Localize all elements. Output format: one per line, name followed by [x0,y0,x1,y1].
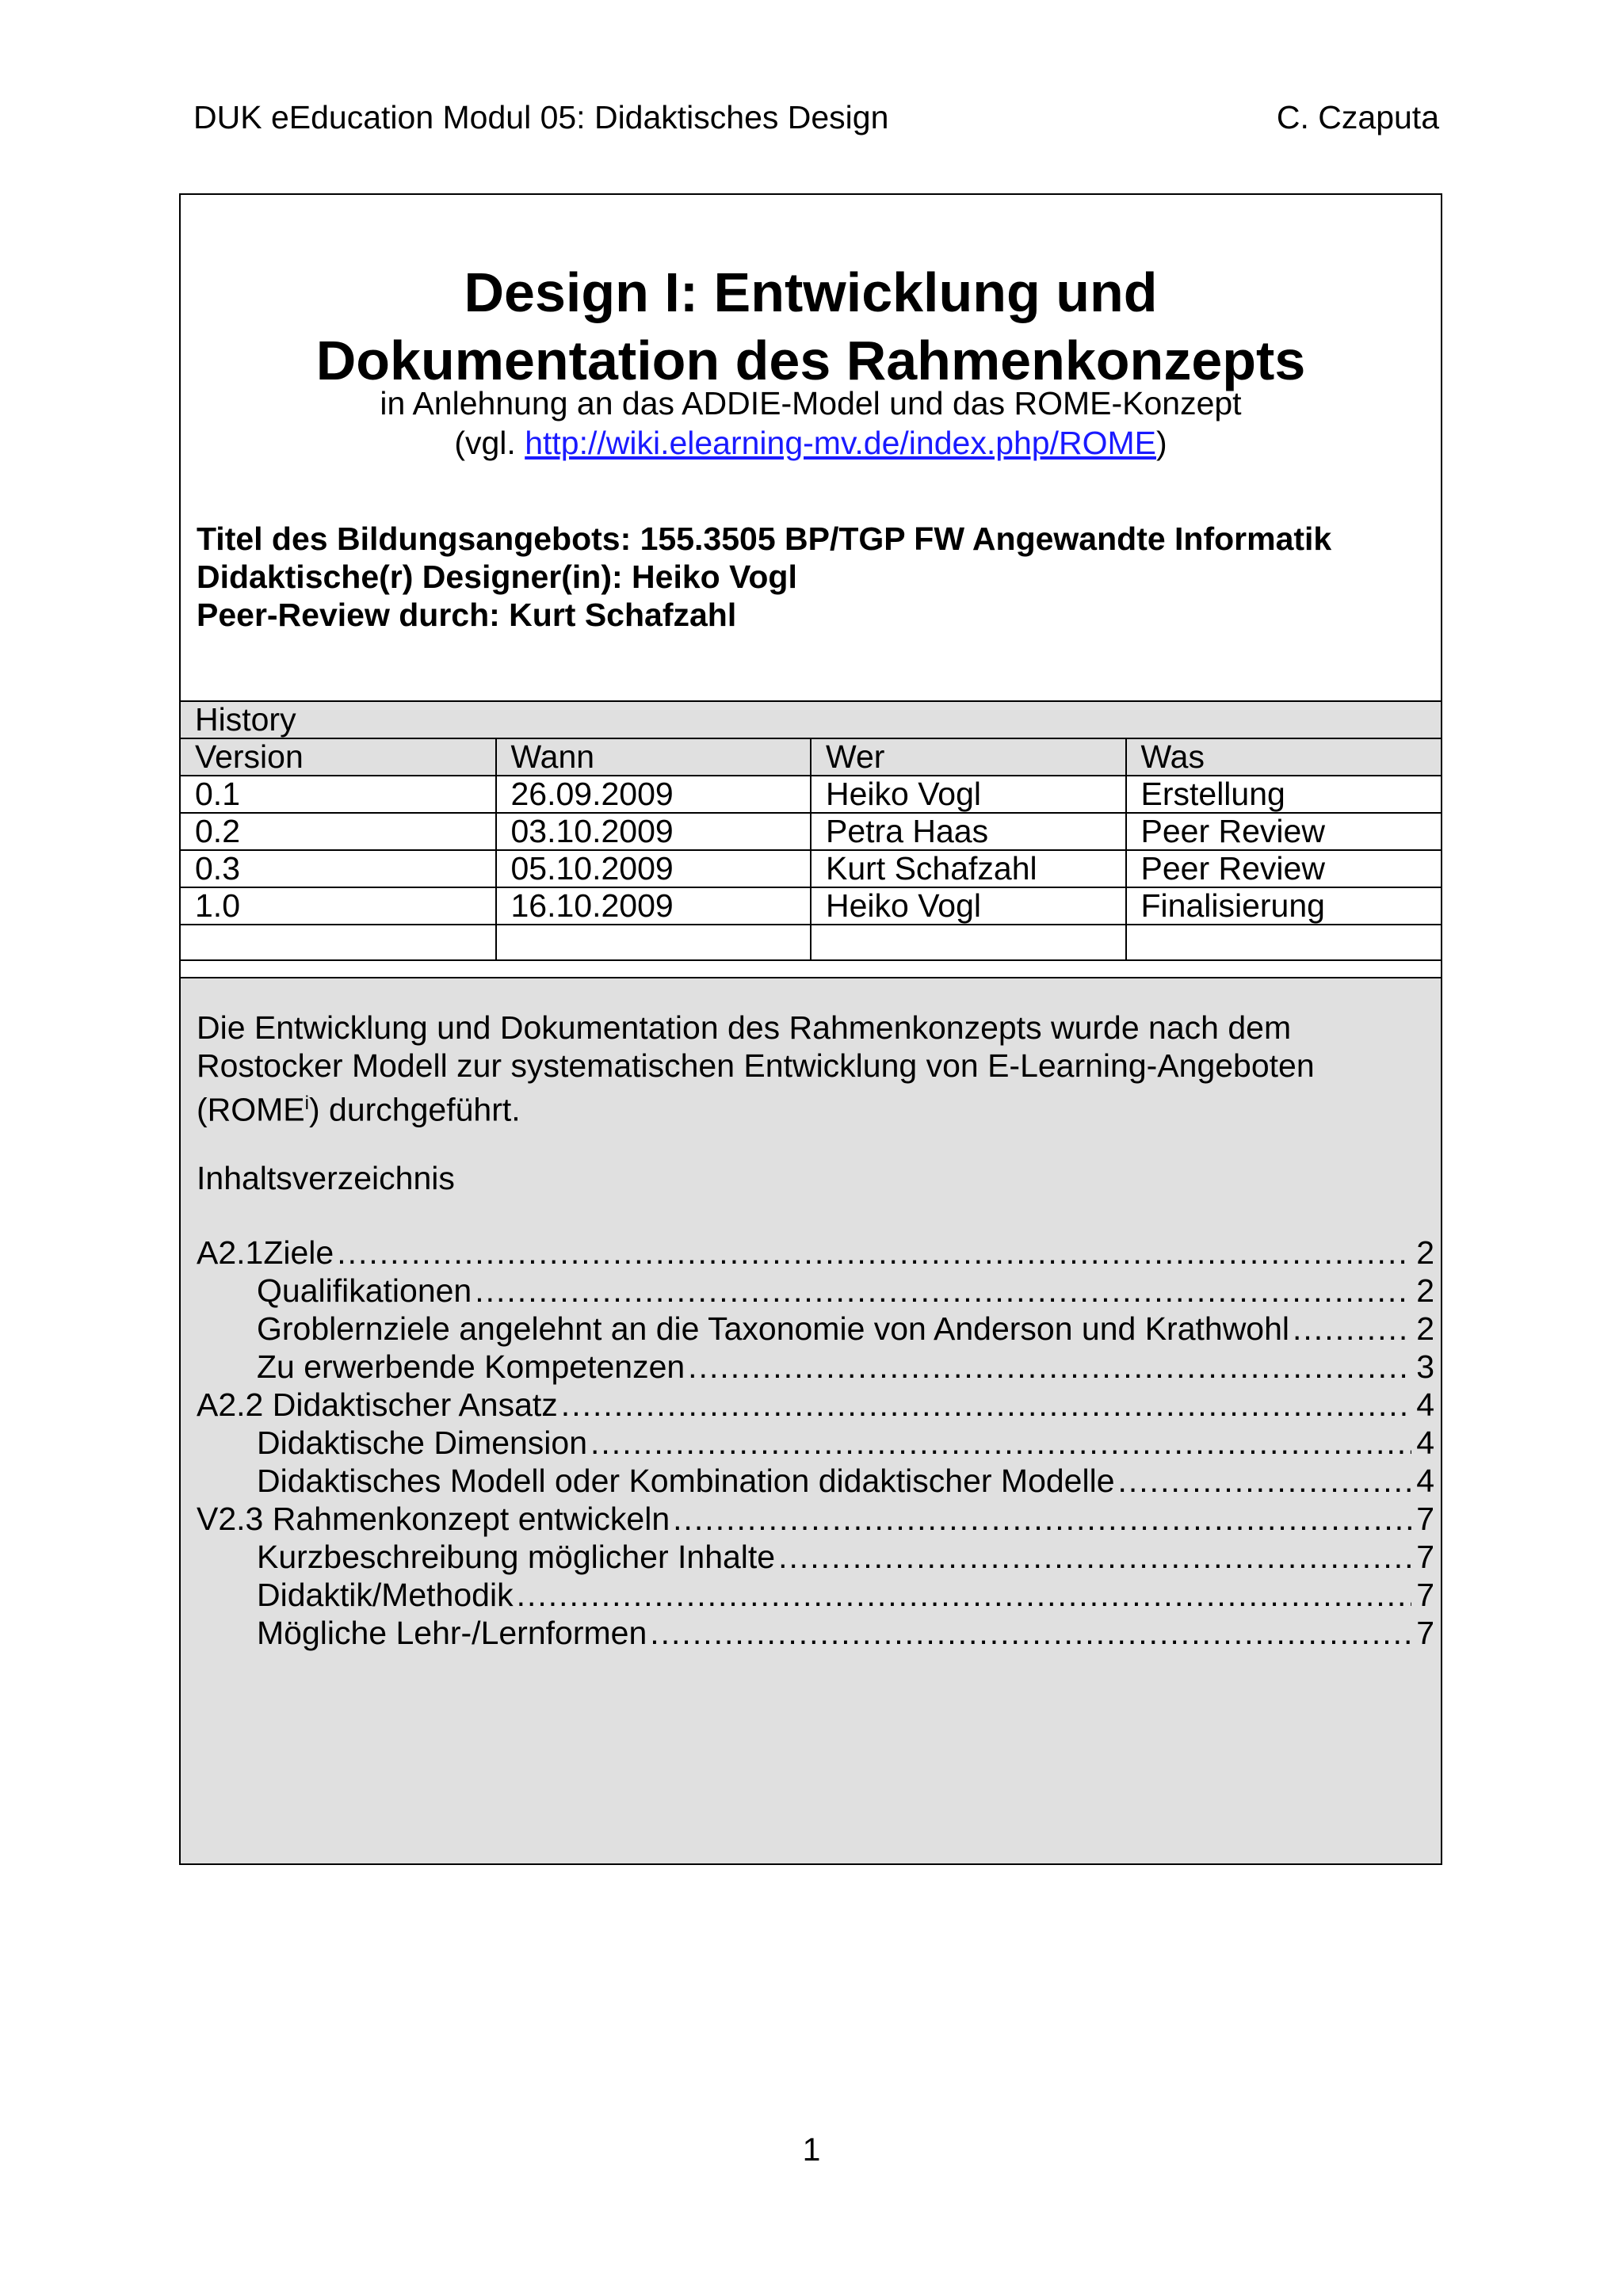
toc-entry[interactable] [197,1576,1434,1614]
action-cell: Peer Review [1126,813,1442,850]
table-row [181,850,1441,887]
version-cell: 0.3 [181,850,496,887]
history-header-row [181,738,1441,776]
column-header-wann: Wann [496,738,812,776]
designer-line: Didaktische(r) Designer(in): Heiko Vogl [197,559,797,595]
intro-line-3 [197,1085,1401,1129]
endnote-marker[interactable]: i [304,1093,309,1114]
intro-line-2: Rostocker Modell zur systematischen Entwicklung von E-Learning-Angeboten [197,1047,1315,1084]
table-row [181,813,1441,850]
history-label-row [181,701,1441,738]
content-section [181,977,1441,1863]
toc-entry[interactable] [197,1500,1434,1538]
toc-entry-page: 7 [1416,1539,1434,1575]
toc-entry-page: 2 [1416,1234,1434,1271]
document-title [181,258,1441,395]
subtitle-line-1: in Anlehnung an das ADDIE-Model und das ROME-Konzept [380,385,1242,421]
header-author: C. Czaputa [1276,99,1439,135]
document-title-line-1: Design I: Entwicklung und [464,261,1158,323]
toc-leader [673,1500,1411,1538]
empty-cell [1126,925,1442,960]
toc-entry-page: 4 [1416,1425,1434,1461]
title-block [181,195,1441,702]
toc-entry[interactable] [197,1272,1434,1310]
toc-entry-title: Didaktik/Methodik [257,1577,514,1613]
empty-cell [496,925,812,960]
empty-table-row [181,925,1441,960]
toc-leader [517,1576,1412,1614]
author-cell: Heiko Vogl [811,776,1126,813]
page-header [193,93,1439,141]
toc-entry-title: Zu erwerbende Kompetenzen [257,1348,685,1385]
version-cell: 0.2 [181,813,496,850]
date-cell: 16.10.2009 [496,887,812,925]
column-header-wer: Wer [811,738,1126,776]
document-frame [179,193,1442,1865]
toc-heading: Inhaltsverzeichnis [197,1160,455,1196]
intro-paragraph [197,1009,1401,1129]
toc-entry[interactable] [197,1424,1434,1462]
toc-entry[interactable] [197,1538,1434,1576]
toc-leader [1293,1310,1411,1348]
toc-entry-title: Kurzbeschreibung möglicher Inhalte [257,1539,776,1575]
action-cell: Erstellung [1126,776,1442,813]
toc-entry-title: V2.3 Rahmenkonzept entwickeln [197,1501,670,1537]
toc-entry[interactable] [197,1310,1434,1348]
page-number: 1 [802,2131,821,2168]
version-cell: 0.1 [181,776,496,813]
header-course-title: DUK eEducation Modul 05: Didaktisches Design [193,99,889,135]
toc-leader [561,1386,1411,1424]
toc-leader [337,1234,1411,1272]
column-header-was: Was [1126,738,1442,776]
column-header-version: Version [181,738,496,776]
action-cell: Finalisierung [1126,887,1442,925]
table-of-contents [197,1234,1434,1652]
toc-entry-title: Qualifikationen [257,1272,472,1309]
toc-entry-title: Groblernziele angelehnt an die Taxonomie von Anderson und Krathwohl [257,1310,1290,1347]
intro-line-3-prefix: (ROME [197,1091,305,1128]
toc-entry-title: A2.2 Didaktischer Ansatz [197,1386,558,1423]
empty-cell [181,925,496,960]
author-cell: Heiko Vogl [811,887,1126,925]
toc-leader [688,1348,1411,1386]
history-label: History [181,701,1441,738]
toc-entry[interactable] [197,1234,1434,1272]
date-cell: 05.10.2009 [496,850,812,887]
toc-entry-page: 3 [1416,1348,1434,1385]
version-cell: 1.0 [181,887,496,925]
toc-entry-page: 4 [1416,1386,1434,1423]
rome-wiki-link[interactable]: http://wiki.elearning-mv.de/index.php/ROME [525,425,1157,461]
intro-line-1: Die Entwicklung und Dokumentation des Rahmenkonzepts wurde nach dem [197,1009,1292,1046]
table-row [181,776,1441,813]
document-subtitle [181,383,1441,463]
action-cell: Peer Review [1126,850,1442,887]
toc-entry-title: A2.1Ziele [197,1234,334,1271]
toc-entry-title: Mögliche Lehr-/Lernformen [257,1615,647,1651]
toc-entry-page: 4 [1416,1463,1434,1499]
toc-leader [475,1272,1411,1310]
toc-entry-title: Didaktisches Modell oder Kombination didaktischer Modelle [257,1463,1115,1499]
toc-entry[interactable] [197,1386,1434,1424]
intro-line-3-suffix: ) durchgeführt. [309,1091,521,1128]
author-cell: Petra Haas [811,813,1126,850]
subtitle-suffix: ) [1156,425,1167,461]
author-cell: Kurt Schafzahl [811,850,1126,887]
toc-entry-page: 7 [1416,1577,1434,1613]
toc-entry[interactable] [197,1462,1434,1500]
date-cell: 26.09.2009 [496,776,812,813]
document-title-line-2: Dokumentation des Rahmenkonzepts [315,330,1306,391]
history-table [181,700,1441,961]
date-cell: 03.10.2009 [496,813,812,850]
toc-entry-page: 7 [1416,1615,1434,1651]
empty-cell [811,925,1126,960]
subtitle-prefix: (vgl. [454,425,525,461]
course-meta [197,520,1331,634]
toc-entry-page: 2 [1416,1310,1434,1347]
course-title-line: Titel des Bildungsangebots: 155.3505 BP/TGP FW Angewandte Informatik [197,521,1332,557]
toc-entry-page: 7 [1416,1501,1434,1537]
peer-review-line: Peer-Review durch: Kurt Schafzahl [197,597,737,633]
toc-leader [590,1424,1411,1462]
toc-entry-page: 2 [1416,1272,1434,1309]
toc-leader [778,1538,1411,1576]
table-row [181,887,1441,925]
toc-entry[interactable] [197,1614,1434,1652]
toc-leader [1118,1462,1412,1500]
toc-entry-title: Didaktische Dimension [257,1425,588,1461]
toc-entry[interactable] [197,1348,1434,1386]
toc-leader [650,1614,1411,1652]
